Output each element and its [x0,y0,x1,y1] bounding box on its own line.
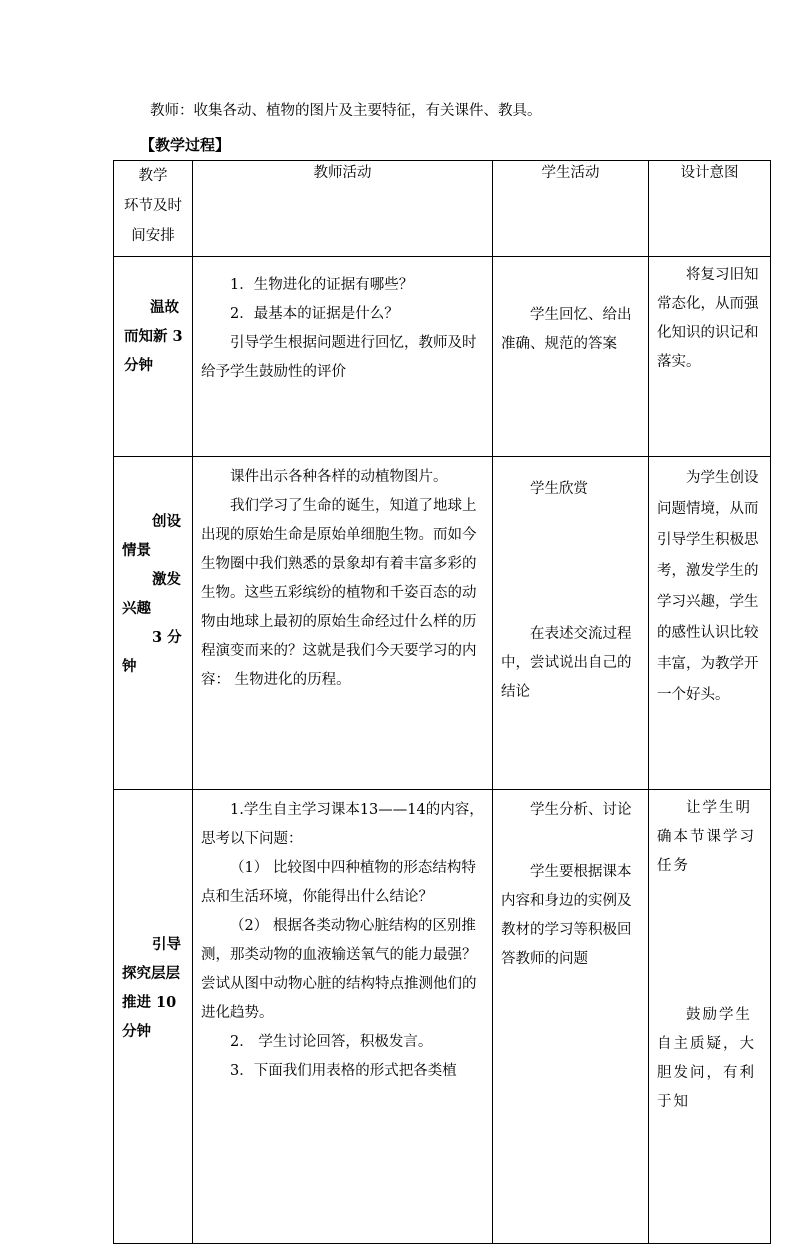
student-activity-cell [493,257,649,457]
teacher-activity-text: （2） 根据各类动物心脏结构的区别推测，那类动物的血液输送氧气的能力最强？尝试从图中动物心脏的结构特点推测他们的进化趋势。 [201,918,477,1021]
design-intent-cell [649,790,771,1244]
design-intent-text: 鼓励学生自主质疑，大胆发问，有利于知 [657,1007,756,1110]
teacher-activity-text: 课件出示各种各样的动植物图片。 [230,469,448,485]
design-intent-text: 让学生明确本节课学习任务 [657,800,756,874]
design-intent-cell [649,257,771,457]
design-intent-text: 为学生创设问题情境，从而引导学生积极思考，激发学生的学习兴趣，学生的感性认识比较丰富，为教学开一个好头。 [657,470,759,703]
stage-cell [114,457,193,790]
stage-line: 温故 [150,299,179,316]
student-activity-text: 学生分析、讨论 [530,802,632,818]
section-heading: 【教学过程】 [140,136,231,154]
materials-note: 教师：收集各动、植物的图片及主要特征，有关课件、教具。 [150,103,542,119]
teacher-activity-text: 我们学习了生命的诞生，知道了地球上出现的原始生命是原始单细胞生物。而如今生物圈中我们熟悉的景象却有着丰富多彩的生物。这些五彩缤纷的植物和千姿百态的动物由地球上最初的原始生命经过什么样的历程演变而来的？这就是我们今天要学习的内容： 生物进化的历程。 [201,498,477,688]
student-activity-text: 学生欣赏 [530,481,588,497]
table-row [114,457,771,790]
stage-line: 分钟 [124,357,153,374]
teacher-activity-text: 引导学生根据问题进行回忆，教师及时给予学生鼓励性的评价 [201,335,477,380]
stage-line: 而知新 3 [124,328,183,345]
header-stage [114,161,193,257]
teacher-activity-text: 2． 学生讨论回答，积极发言。 [230,1034,433,1050]
student-activity-cell [493,790,649,1244]
table-row [114,790,771,1244]
header-teacher: 教师活动 [193,161,493,257]
student-activity-text: 在表述交流过程中，尝试说出自己的结论 [501,626,632,700]
stage-line: 创设 [152,513,181,530]
header-intent: 设计意图 [649,161,771,257]
teacher-activity-cell [193,457,493,790]
stage-line: 分钟 [122,1023,151,1040]
header-stage-line: 教学 [138,168,168,184]
stage-cell [114,790,193,1244]
design-intent-text: 将复习旧知常态化，从而强化知识的识记和落实。 [657,267,759,370]
header-student: 学生活动 [493,161,649,257]
stage-line: 探究层层 [122,965,180,982]
teacher-activity-text: （1） 比较图中四种植物的形态结构特点和生活环境，你能得出什么结论？ [201,860,476,905]
teacher-activity-text: 3．下面我们用表格的形式把各类植 [230,1063,457,1079]
header-stage-line: 环节及时 [124,198,182,214]
table-row [114,257,771,457]
student-activity-cell [493,457,649,790]
teacher-activity-cell [193,790,493,1244]
teaching-process-table [113,160,771,1244]
table-header-row [114,161,771,257]
stage-cell [114,257,193,457]
stage-line: 激发 [152,571,181,588]
teacher-activity-cell [193,257,493,457]
student-activity-text: 学生回忆、给出准确、规范的答案 [501,307,632,352]
header-stage-line: 间安排 [131,228,175,244]
stage-line: 3 分 [152,629,182,646]
teacher-activity-text: 1.学生自主学习课本13——14的内容，思考以下问题： [201,802,484,847]
student-activity-text: 学生要根据课本内容和身边的实例及教材的学习等积极回答教师的问题 [501,864,632,967]
teacher-activity-text: 1．生物进化的证据有哪些？ [230,277,414,293]
teacher-activity-text: 2．最基本的证据是什么？ [230,306,399,322]
stage-line: 情景 [122,542,151,559]
stage-line: 引导 [152,936,181,953]
stage-line: 推进 10 [122,994,177,1011]
design-intent-cell [649,457,771,790]
stage-line: 钟 [122,658,137,675]
stage-line: 兴趣 [122,600,151,617]
